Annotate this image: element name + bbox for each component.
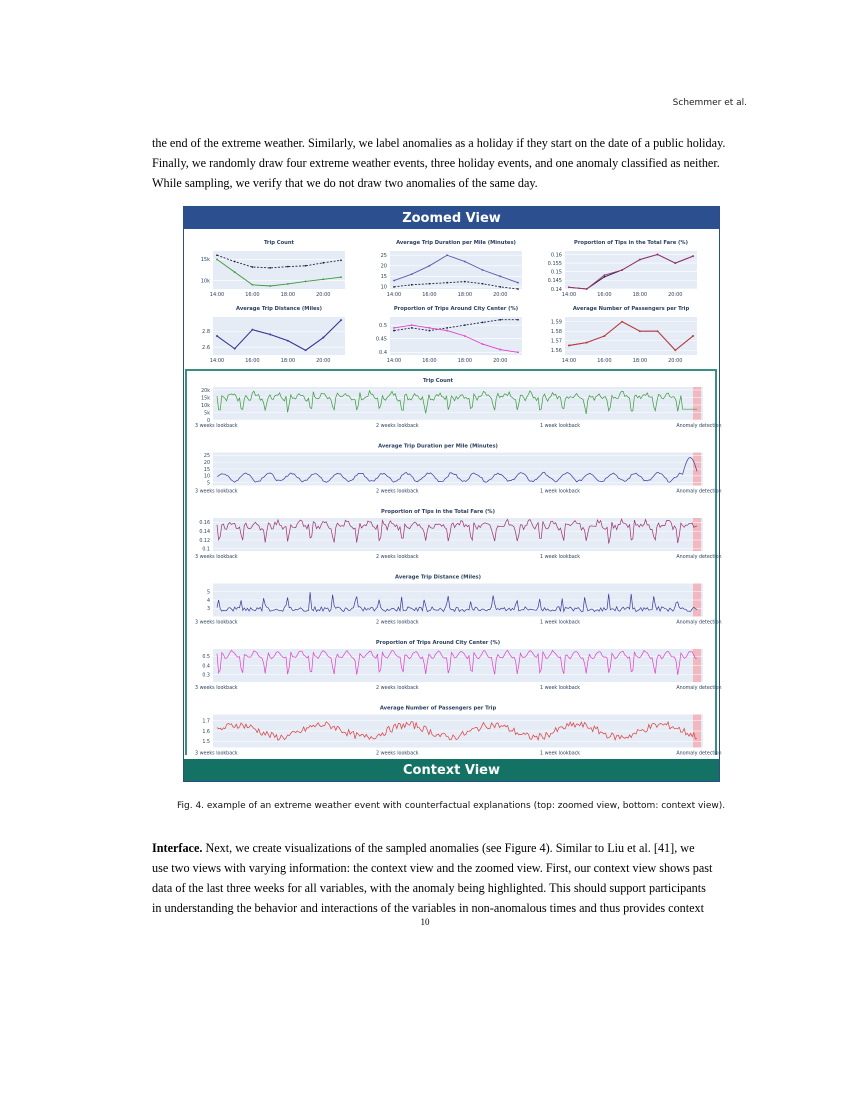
- x-tick-label: 16:00: [245, 358, 260, 364]
- zoomed-chart: [548, 240, 697, 298]
- data-point: [657, 254, 659, 256]
- x-tick-label: 1 week lookback: [540, 424, 581, 429]
- y-tick-label: 15k: [200, 257, 210, 264]
- paragraph-line: While sampling, we verify that we do not draw two anomalies of the same day.: [152, 176, 538, 190]
- chart-title: Proportion of Trips Around City Center (%): [375, 640, 501, 646]
- data-point: [464, 261, 466, 263]
- y-tick-label: 0.145: [547, 278, 562, 285]
- context-chart: [195, 575, 722, 626]
- data-point: [429, 283, 431, 285]
- y-tick-label: 0.5: [202, 655, 210, 661]
- x-tick-label: 20:00: [316, 358, 331, 364]
- data-point: [340, 319, 342, 321]
- y-tick-label: 20: [203, 460, 210, 466]
- y-tick-label: 0.4: [202, 664, 210, 670]
- data-point: [674, 349, 676, 351]
- chart-title: Proportion of Tips in the Total Fare (%): [381, 509, 495, 515]
- data-point: [252, 284, 254, 286]
- data-point: [692, 255, 694, 257]
- x-tick-label: 2 weeks lookback: [376, 686, 419, 691]
- zoomed-chart: [376, 306, 522, 364]
- paragraph-line: data of the last three weeks for all variables, with the anomaly being highlighted. This should support participants: [152, 881, 706, 895]
- y-tick-label: 1.57: [550, 338, 562, 345]
- x-tick-label: 18:00: [632, 358, 648, 364]
- paragraph-line: the end of the extreme weather. Similarly, we label anomalies as a holiday if they start on the date of a public holiday.: [152, 136, 726, 150]
- data-point: [287, 283, 289, 285]
- data-point: [287, 340, 289, 342]
- zoomed-chart: [201, 240, 345, 298]
- top-paragraph: [152, 133, 749, 193]
- context-chart: [195, 706, 722, 757]
- context-view-title: Context View: [184, 759, 719, 781]
- y-tick-label: 10: [380, 284, 387, 291]
- zoomed-view-charts: [185, 231, 717, 369]
- context-chart: [195, 378, 722, 429]
- y-tick-label: 0.14: [550, 286, 562, 293]
- bottom-paragraph: [152, 838, 749, 918]
- x-tick-label: 14:00: [561, 358, 577, 364]
- y-tick-label: 15: [380, 274, 387, 281]
- x-tick-label: 2 weeks lookback: [376, 424, 419, 429]
- x-tick-label: 2 weeks lookback: [376, 620, 419, 626]
- x-tick-label: 18:00: [457, 292, 473, 298]
- x-tick-label: 2 weeks lookback: [376, 751, 419, 757]
- x-tick-label: 16:00: [597, 292, 612, 298]
- context-view-panel: [185, 371, 722, 757]
- x-tick-label: 1 week lookback: [540, 489, 581, 495]
- data-point: [411, 273, 413, 275]
- data-point: [586, 342, 588, 344]
- x-tick-label: 3 weeks lookback: [195, 424, 238, 429]
- paragraph-lead: Interface.: [152, 841, 203, 855]
- x-tick-label: 20:00: [493, 358, 508, 364]
- x-tick-label: 1 week lookback: [540, 751, 581, 757]
- data-point: [482, 343, 484, 345]
- y-tick-label: 10k: [200, 278, 210, 285]
- data-point: [482, 269, 484, 271]
- y-tick-label: 0.12: [199, 538, 210, 544]
- y-tick-label: 15: [203, 467, 210, 473]
- y-tick-label: 5: [206, 590, 210, 596]
- chart-title: Trip Count: [263, 240, 295, 246]
- zoomed-chart: [551, 306, 697, 364]
- data-point: [411, 324, 413, 326]
- data-point: [568, 286, 570, 288]
- anomaly-highlight: [693, 387, 701, 420]
- data-point: [269, 285, 271, 287]
- y-tick-label: 0.155: [547, 260, 562, 267]
- data-point: [234, 271, 236, 273]
- plot-area: [213, 251, 345, 289]
- data-point: [621, 269, 623, 271]
- y-tick-label: 25: [203, 454, 210, 460]
- data-point: [429, 265, 431, 267]
- data-point: [216, 254, 218, 256]
- chart-title: Trip Count: [422, 378, 454, 384]
- data-point: [411, 284, 413, 286]
- x-tick-label: 18:00: [280, 292, 296, 298]
- plot-area: [390, 317, 522, 355]
- chart-title: Average Trip Distance (Miles): [395, 574, 481, 581]
- plot-area: [565, 251, 697, 289]
- x-tick-label: 2 weeks lookback: [376, 489, 419, 495]
- data-point: [674, 262, 676, 264]
- data-point: [252, 329, 254, 331]
- x-tick-label: 14:00: [209, 358, 225, 364]
- data-point: [429, 330, 431, 332]
- x-tick-label: 3 weeks lookback: [195, 686, 238, 691]
- page-number: 10: [420, 917, 430, 927]
- y-tick-label: 0.4: [379, 350, 387, 357]
- chart-title: Average Number of Passengers per Trip: [379, 705, 497, 712]
- data-point: [340, 276, 342, 278]
- x-tick-label: Anomaly detection: [676, 424, 722, 429]
- y-tick-label: 0.16: [550, 252, 562, 259]
- chart-title: Proportion of Tips in the Total Fare (%): [574, 240, 688, 246]
- data-point: [568, 345, 570, 347]
- y-tick-label: 1.5: [202, 740, 210, 746]
- data-point: [322, 262, 324, 264]
- data-point: [517, 319, 519, 321]
- context-chart: [195, 444, 722, 495]
- x-tick-label: Anomaly detection: [676, 751, 722, 757]
- data-point: [393, 280, 395, 282]
- y-tick-label: 1.6: [202, 729, 210, 735]
- y-tick-label: 0.45: [375, 336, 387, 343]
- data-point: [639, 259, 641, 261]
- figure-4: [183, 206, 720, 782]
- chart-title: Average Trip Duration per Mile (Minutes): [396, 240, 516, 246]
- data-point: [517, 282, 519, 284]
- anomaly-highlight: [693, 518, 701, 551]
- x-tick-label: 16:00: [422, 292, 437, 298]
- x-tick-label: 18:00: [280, 358, 296, 364]
- data-point: [446, 330, 448, 332]
- data-point: [482, 283, 484, 285]
- x-tick-label: 18:00: [457, 358, 473, 364]
- data-point: [621, 321, 623, 323]
- x-tick-label: 18:00: [632, 292, 648, 298]
- data-point: [499, 319, 501, 321]
- data-point: [305, 265, 307, 267]
- data-point: [252, 266, 254, 268]
- x-tick-label: 1 week lookback: [540, 555, 581, 560]
- data-point: [586, 288, 588, 290]
- y-tick-label: 15k: [201, 396, 210, 402]
- data-point: [604, 276, 606, 278]
- y-tick-label: 0: [206, 418, 210, 424]
- x-tick-label: 20:00: [668, 292, 683, 298]
- data-point: [393, 286, 395, 288]
- data-point: [517, 351, 519, 353]
- data-point: [692, 335, 694, 337]
- data-point: [639, 330, 641, 332]
- x-tick-label: 20:00: [493, 292, 508, 298]
- y-tick-label: 20k: [201, 388, 210, 394]
- running-head: Schemmer et al.: [672, 98, 747, 108]
- y-tick-label: 1.56: [550, 348, 562, 355]
- zoomed-view-panel: [185, 231, 717, 371]
- paragraph-line: [152, 838, 749, 858]
- y-tick-label: 0.14: [199, 530, 210, 535]
- data-point: [657, 330, 659, 332]
- x-tick-label: 1 week lookback: [540, 686, 581, 691]
- x-tick-label: 16:00: [422, 358, 437, 364]
- x-tick-label: 1 week lookback: [540, 620, 581, 626]
- y-tick-label: 0.3: [202, 673, 210, 679]
- data-point: [234, 348, 236, 350]
- data-point: [446, 282, 448, 284]
- x-tick-label: 2 weeks lookback: [376, 555, 419, 560]
- data-point: [305, 349, 307, 351]
- data-point: [499, 286, 501, 288]
- plot-area: [390, 251, 522, 289]
- zoomed-chart: [202, 306, 345, 364]
- data-point: [464, 281, 466, 283]
- y-tick-label: 10: [203, 474, 210, 480]
- data-point: [604, 335, 606, 337]
- data-point: [322, 337, 324, 339]
- data-point: [411, 327, 413, 329]
- x-tick-label: Anomaly detection: [676, 555, 722, 560]
- zoomed-chart: [381, 240, 522, 298]
- data-point: [446, 327, 448, 329]
- y-tick-label: 1.58: [550, 329, 562, 336]
- x-tick-label: 3 weeks lookback: [195, 555, 238, 560]
- x-tick-label: 20:00: [668, 358, 683, 364]
- paragraph-line: Finally, we randomly draw four extreme weather events, three holiday events, and one anomaly classified as neither.: [152, 156, 720, 170]
- data-point: [446, 254, 448, 256]
- y-tick-label: 0.16: [199, 521, 210, 527]
- y-tick-label: 0.1: [202, 547, 210, 553]
- y-tick-label: 1.7: [202, 719, 210, 725]
- y-tick-label: 2.6: [202, 344, 210, 351]
- data-point: [322, 278, 324, 280]
- x-tick-label: 3 weeks lookback: [195, 620, 238, 626]
- y-tick-label: 1.59: [550, 319, 562, 326]
- y-tick-label: 5: [206, 481, 210, 487]
- x-tick-label: Anomaly detection: [676, 620, 722, 626]
- data-point: [464, 335, 466, 337]
- paragraph-line: use two views with varying information: the context view and the zoomed view. First, our context view shows past: [152, 861, 713, 875]
- data-point: [499, 275, 501, 277]
- paragraph-text: Next, we create visualizations of the sampled anomalies (see Figure 4). Similar to Liu et al. [41], we: [202, 841, 695, 855]
- y-tick-label: 2.8: [202, 329, 210, 336]
- chart-title: Average Trip Distance (Miles): [236, 306, 322, 312]
- data-point: [287, 266, 289, 268]
- y-tick-label: 10k: [201, 403, 210, 409]
- x-tick-label: 3 weeks lookback: [195, 489, 238, 495]
- data-point: [393, 330, 395, 332]
- data-point: [499, 349, 501, 351]
- y-tick-label: 0.15: [550, 269, 562, 276]
- context-chart: [195, 640, 722, 691]
- data-point: [464, 324, 466, 326]
- chart-title: Proportion of Trips Around City Center (%): [393, 306, 519, 312]
- data-point: [482, 322, 484, 324]
- y-tick-label: 5k: [204, 411, 210, 417]
- x-tick-label: 20:00: [316, 292, 331, 298]
- chart-title: Average Trip Duration per Mile (Minutes): [378, 443, 498, 450]
- y-tick-label: 3: [206, 607, 210, 613]
- y-tick-label: 25: [380, 253, 387, 260]
- data-point: [517, 288, 519, 290]
- context-view-charts: [187, 371, 722, 757]
- data-point: [340, 259, 342, 261]
- data-point: [305, 281, 307, 283]
- figure-caption: Fig. 4. example of an extreme weather event with counterfactual explanations (top: zoomed view, bottom: context view).: [177, 801, 726, 811]
- y-tick-label: 20: [380, 263, 387, 270]
- y-tick-label: 0.5: [379, 322, 387, 329]
- data-point: [216, 335, 218, 337]
- data-point: [393, 327, 395, 329]
- x-tick-label: 14:00: [209, 292, 225, 298]
- zoomed-view-title: Zoomed View: [184, 207, 719, 229]
- plot-area: [565, 317, 697, 355]
- paragraph-line: in understanding the behavior and interactions of the variables in non-anomalous times and thus provides context: [152, 901, 705, 915]
- x-tick-label: 16:00: [245, 292, 260, 298]
- chart-title: Average Number of Passengers per Trip: [572, 306, 690, 312]
- data-point: [429, 327, 431, 329]
- data-point: [234, 261, 236, 263]
- data-point: [604, 274, 606, 276]
- y-tick-label: 4: [206, 598, 210, 604]
- x-tick-label: 14:00: [386, 292, 402, 298]
- x-tick-label: Anomaly detection: [676, 489, 722, 495]
- data-point: [216, 259, 218, 261]
- x-tick-label: 3 weeks lookback: [195, 751, 238, 757]
- x-tick-label: 16:00: [597, 358, 612, 364]
- data-point: [269, 267, 271, 269]
- x-tick-label: Anomaly detection: [676, 686, 722, 691]
- data-point: [269, 334, 271, 336]
- context-chart: [195, 509, 722, 560]
- x-tick-label: 14:00: [561, 292, 577, 298]
- x-tick-label: 14:00: [386, 358, 402, 364]
